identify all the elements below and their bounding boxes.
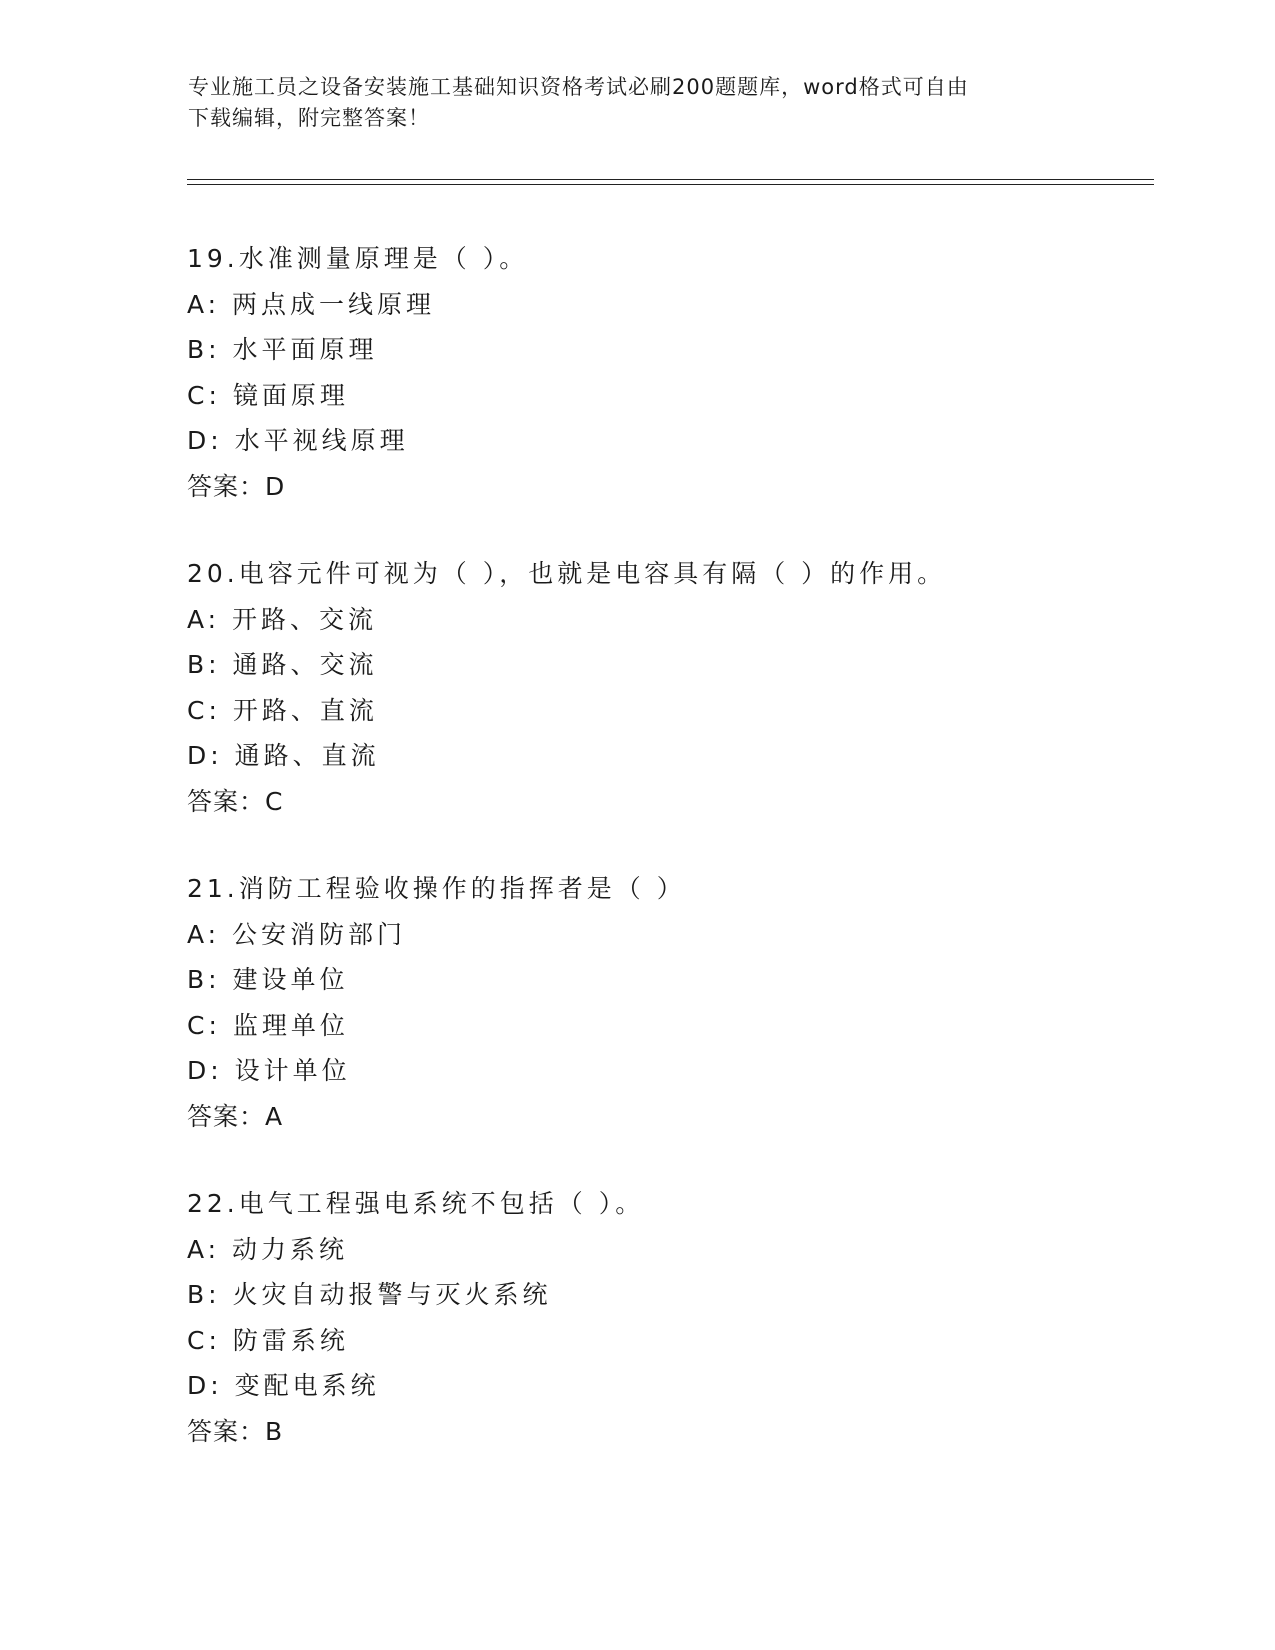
header-line-1: 专业施工员之设备安装施工基础知识资格考试必刷200题题库，word格式可自由 <box>188 75 969 99</box>
answer-label: 答案：C <box>187 786 284 816</box>
option-b: B: 通路、交流 <box>187 650 378 679</box>
option-a: A: 动力系统 <box>187 1234 349 1264</box>
option-d: D: 通路、直流 <box>187 741 380 770</box>
option-a: A: 两点成一线原理 <box>187 289 436 319</box>
question-stem: 20.电容元件可视为（ ），也就是电容具有隔（ ）的作用。 <box>187 559 947 588</box>
option-b: B: 火灾自动报警与灭火系统 <box>187 1280 552 1309</box>
question-stem: 21.消防工程验收操作的指挥者是（ ） <box>187 874 686 903</box>
option-d: D: 设计单位 <box>187 1056 351 1085</box>
option-b: B: 水平面原理 <box>187 335 378 364</box>
question-21 <box>187 866 1147 1139</box>
question-stem: 22.电气工程强电系统不包括（ ）。 <box>187 1189 645 1218</box>
document-header <box>188 72 1068 134</box>
option-a: A: 公安消防部门 <box>187 919 407 949</box>
question-22 <box>187 1181 1147 1454</box>
option-a: A: 开路、交流 <box>187 604 378 634</box>
option-c: C: 开路、直流 <box>187 695 378 725</box>
question-20 <box>187 551 1147 824</box>
option-b: B: 建设单位 <box>187 965 349 994</box>
question-list <box>187 236 1147 1496</box>
option-c: C: 监理单位 <box>187 1010 349 1040</box>
header-divider-bottom <box>187 184 1154 185</box>
question-stem: 19.水准测量原理是（ ）。 <box>187 244 529 273</box>
answer-label: 答案：D <box>187 471 286 501</box>
option-c: C: 防雷系统 <box>187 1325 349 1355</box>
header-line-2: 下载编辑，附完整答案！ <box>188 106 430 130</box>
question-19 <box>187 236 1147 509</box>
header-divider-top <box>187 179 1154 180</box>
answer-label: 答案：B <box>187 1416 284 1446</box>
answer-label: 答案：A <box>187 1101 284 1131</box>
option-d: D: 水平视线原理 <box>187 426 409 455</box>
option-d: D: 变配电系统 <box>187 1371 380 1400</box>
option-c: C: 镜面原理 <box>187 380 349 410</box>
